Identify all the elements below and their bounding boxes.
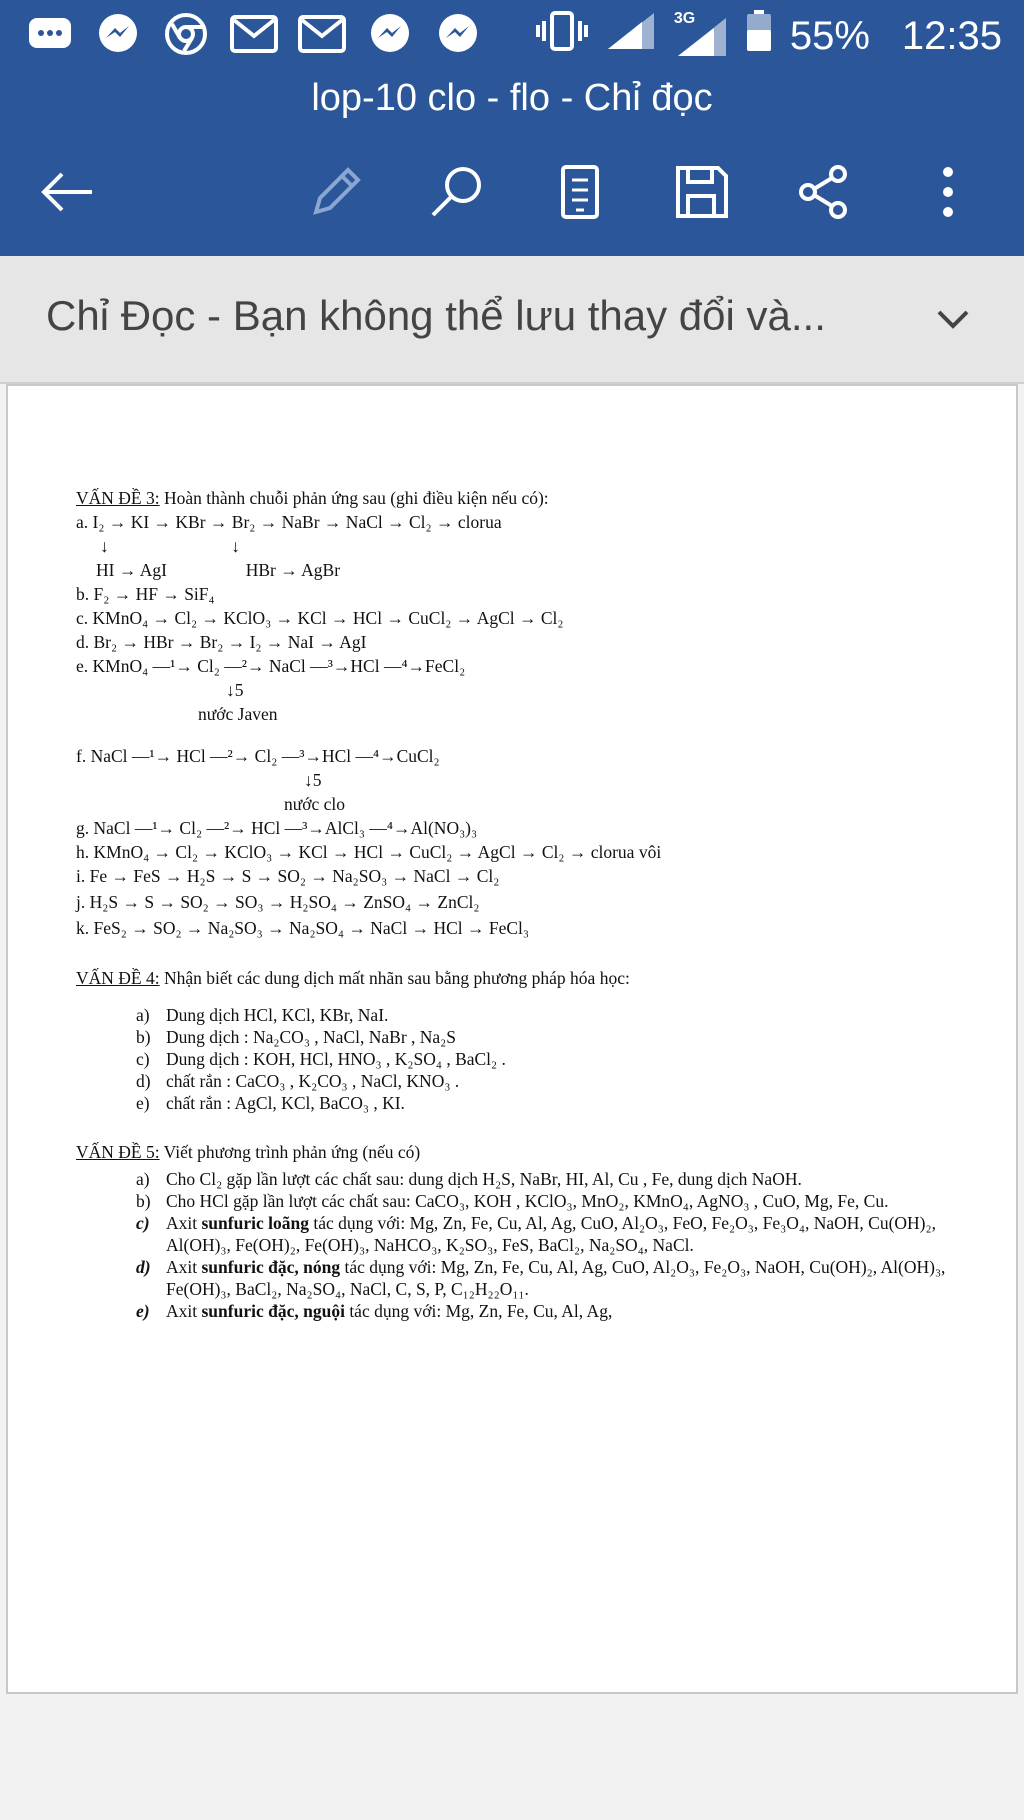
battery-percent: 55% bbox=[789, 13, 870, 58]
chain-g: g. NaCl —¹→ Cl₂ —²→ HCl —³→AlCl₃ —⁴→Al(NO₃)₃ bbox=[76, 818, 478, 838]
section-5-heading: VẤN ĐỀ 5: Viết phương trình phản ứng (nếu có) bbox=[76, 1142, 421, 1162]
chain-e: e. KMnO₄ —¹→ Cl₂ —²→ NaCl —³→HCl —⁴→FeCl₂ bbox=[76, 656, 466, 676]
search-icon bbox=[429, 163, 487, 221]
reading-view-button[interactable] bbox=[548, 160, 612, 224]
save-icon bbox=[674, 164, 730, 220]
network-type: 3G bbox=[673, 10, 696, 27]
reader-icon bbox=[560, 164, 600, 220]
more-options-button[interactable] bbox=[916, 160, 980, 224]
messenger-icon bbox=[366, 12, 414, 56]
chain-a-branches: HI → AgI HBr → AgBr bbox=[96, 560, 341, 580]
chain-c: c. KMnO₄ → Cl₂ → KClO₃ → KCl → HCl → CuCl₂ → AgCl → Cl₂ bbox=[76, 608, 564, 628]
document-content bbox=[76, 486, 966, 1322]
list-item: e) chất rắn : AgCl, KCl, BaCO₃ , KI. bbox=[136, 1093, 405, 1113]
expand-banner-button[interactable] bbox=[928, 294, 978, 344]
chrome-icon bbox=[162, 12, 210, 56]
chain-i: i. Fe → FeS → H₂S → S → SO₂ → Na₂SO₃ → NaCl → Cl₂ bbox=[76, 866, 500, 886]
list-item: b) Cho HCl gặp lần lượt các chất sau: CaCO₃, KOH , KClO₃, MnO₂, KMnO₄, AgNO₃ , CuO, Mg, Fe, Cu. bbox=[136, 1191, 889, 1211]
list-item: d) chất rắn : CaCO₃ , K₂CO₃ , NaCl, KNO₃ . bbox=[136, 1071, 460, 1091]
list-item: c) Dung dịch : KOH, HCl, HNO₃ , K₂SO₄ , BaCl₂ . bbox=[136, 1049, 506, 1069]
chain-f-branch: nước clo bbox=[284, 794, 346, 814]
chain-b: b. F₂ → HF → SiF₄ bbox=[76, 584, 215, 604]
chain-h: h. KMnO₄ → Cl₂ → KClO₃ → KCl → HCl → CuCl₂ → AgCl → Cl₂ → clorua vôi bbox=[76, 842, 662, 862]
chain-k: k. FeS₂ → SO₂ → Na₂SO₃ → Na₂SO₄ → NaCl → HCl → FeCl₃ bbox=[76, 918, 530, 938]
read-only-message: Chỉ Đọc - Bạn không thể lưu thay đổi và... bbox=[46, 292, 826, 339]
vibrate-icon bbox=[536, 11, 588, 61]
chain-d: d. Br₂ → HBr → Br₂ → I₂ → NaI → AgI bbox=[76, 632, 367, 652]
gmail-icon bbox=[298, 12, 346, 56]
app-header bbox=[0, 0, 1024, 256]
back-icon bbox=[38, 168, 94, 216]
list-item: b) Dung dịch : Na₂CO₃ , NaCl, NaBr , Na₂S bbox=[136, 1027, 457, 1047]
edit-icon bbox=[308, 164, 364, 220]
document-page[interactable] bbox=[6, 384, 1018, 1694]
chain-a-arrows: ↓ ↓ bbox=[100, 536, 240, 556]
chain-a: a. I₂ → KI → KBr → Br₂ → NaBr → NaCl → Cl₂ → clorua bbox=[76, 512, 502, 532]
signal-icon bbox=[606, 11, 656, 61]
back-button[interactable] bbox=[34, 160, 98, 224]
chain-e-branch-arrow: ↓5 bbox=[226, 680, 244, 700]
chain-f: f. NaCl —¹→ HCl —²→ Cl₂ —³→HCl —⁴→CuCl₂ bbox=[76, 746, 440, 766]
section-4-list bbox=[76, 1004, 966, 1114]
messenger-icon bbox=[94, 12, 142, 56]
share-button[interactable] bbox=[792, 160, 856, 224]
share-icon bbox=[796, 164, 852, 220]
section-5-list bbox=[76, 1168, 966, 1322]
section-4-heading: VẤN ĐỀ 4: Nhận biết các dung dịch mất nhãn sau bằng phương pháp hóa học: bbox=[76, 968, 630, 988]
save-button[interactable] bbox=[670, 160, 734, 224]
signal-3g-icon bbox=[673, 10, 728, 58]
list-item: d) Axit sunfuric đặc, nóng tác dụng với: Mg, Zn, Fe, Cu, Al, Ag, CuO, Al₂O₃, Fe₂O₃, NaOH, Cu(OH)₂, Al(OH)₃, Fe(OH)₃, BaCl₂, Na₂SO₄, NaCl, C, S, P, C₁₂H₂₂O₁₁. bbox=[136, 1257, 946, 1299]
document-title: lop-10 clo - flo - Chỉ đọc bbox=[311, 77, 713, 119]
section-3-heading: VẤN ĐỀ 3: Hoàn thành chuỗi phản ứng sau (ghi điều kiện nếu có): bbox=[76, 488, 549, 508]
chevron-down-icon bbox=[936, 308, 970, 330]
list-item: a) Dung dịch HCl, KCl, KBr, NaI. bbox=[136, 1005, 389, 1025]
search-button[interactable] bbox=[426, 160, 490, 224]
list-item: c) Axit sunfuric loãng tác dụng với: Mg, Zn, Fe, Cu, Al, Ag, CuO, Al₂O₃, FeO, Fe₂O₃, Fe₃O₄, NaOH, Cu(OH)₂, Al(OH)₃, Fe(OH)₂, Fe(OH)₃, NaHCO₃, K₂SO₃, FeS, BaCl₂, Na₂SO₄, NaCl. bbox=[136, 1213, 936, 1255]
battery-icon bbox=[746, 10, 772, 62]
more-icon bbox=[938, 164, 958, 220]
gmail-icon bbox=[230, 12, 278, 56]
list-item: e) Axit sunfuric đặc, nguội tác dụng với: Mg, Zn, Fe, Cu, Al, Ag, bbox=[136, 1301, 613, 1321]
read-only-banner[interactable] bbox=[0, 256, 1024, 384]
message-icon bbox=[26, 12, 74, 56]
chain-j: j. H₂S → S → SO₂ → SO₃ → H₂SO₄ → ZnSO₄ → ZnCl₂ bbox=[76, 892, 480, 912]
chain-e-branch: nước Javen bbox=[198, 704, 278, 724]
clock: 12:35 bbox=[901, 13, 1002, 58]
messenger-icon bbox=[434, 12, 482, 56]
toolbar bbox=[0, 150, 1024, 230]
edit-button[interactable] bbox=[304, 160, 368, 224]
list-item: a) Cho Cl₂ gặp lần lượt các chất sau: dung dịch H₂S, NaBr, HI, Al, Cu , Fe, dung dịch NaOH. bbox=[136, 1169, 802, 1189]
chain-f-branch-arrow: ↓5 bbox=[304, 770, 322, 790]
status-bar bbox=[0, 0, 1024, 72]
